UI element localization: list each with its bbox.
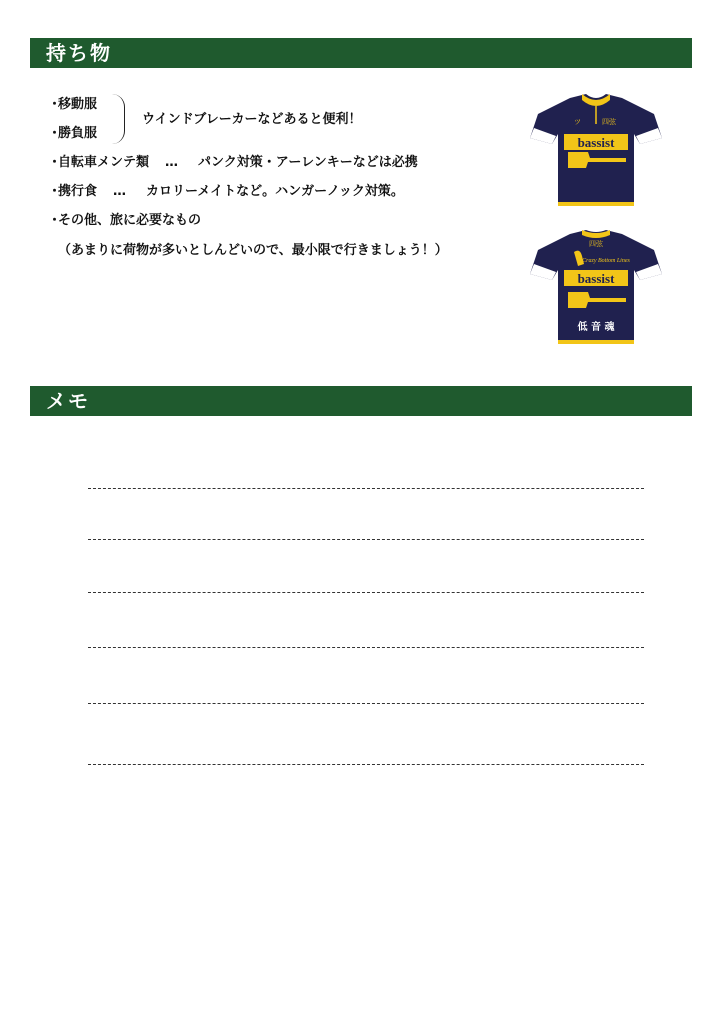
list-item-separator: …: [113, 184, 127, 199]
memo-line[interactable]: [88, 592, 644, 593]
list-bullet: ・: [48, 184, 62, 199]
bracket-shape: [112, 94, 125, 144]
memo-line[interactable]: [88, 488, 644, 489]
list-bullet: ・: [48, 97, 62, 112]
jersey-back-tag: 四弦: [589, 240, 603, 248]
list-item-label: 自転車メンテ類: [58, 155, 150, 170]
list-item-remark: （あまりに荷物が多いとしんどいので、最小限で行きましょう！）: [58, 243, 448, 258]
list-item-other: [48, 212, 201, 230]
list-bullet: ・: [48, 126, 62, 141]
list-item-label: 携行食: [58, 184, 98, 199]
list-item-shoubu: [48, 125, 97, 143]
memo-line[interactable]: [88, 764, 644, 765]
memo-line[interactable]: [88, 703, 644, 704]
jersey-front-small1: ツ: [574, 118, 581, 126]
bracket-note: ウインドブレーカーなどあると便利！: [142, 112, 362, 127]
section-header-items: [30, 38, 692, 68]
list-item-food: [48, 183, 404, 201]
section-title-items: 持ち物: [46, 41, 112, 65]
jersey-front-image: [530, 90, 662, 210]
list-bullet: ・: [48, 213, 62, 228]
list-item-text: 勝負服: [58, 126, 98, 141]
jersey-back-image: [530, 228, 662, 348]
list-item-idou: [48, 96, 97, 114]
memo-line[interactable]: [88, 539, 644, 540]
list-item-maintenance: [48, 154, 418, 172]
jersey-back-script: Crazy Bottom Lines: [582, 258, 630, 264]
memo-line[interactable]: [88, 647, 644, 648]
jersey-front-brand: bassist: [577, 135, 615, 150]
list-item-note: パンク対策・アーレンキーなどは必携: [198, 155, 418, 170]
list-bullet: ・: [48, 155, 62, 170]
jersey-back-brand: bassist: [577, 271, 615, 286]
jersey-back-kanji: 低 音 魂: [577, 322, 615, 333]
list-item-note: カロリーメイトなど。ハンガーノック対策。: [146, 184, 404, 199]
section-title-memo: メモ: [46, 389, 90, 413]
jersey-front-small2: 四弦: [602, 118, 616, 126]
section-header-memo: [30, 386, 692, 416]
list-item-text: その他、旅に必要なもの: [58, 213, 202, 228]
list-item-separator: …: [165, 155, 179, 170]
list-item-text: 移動服: [58, 97, 98, 112]
